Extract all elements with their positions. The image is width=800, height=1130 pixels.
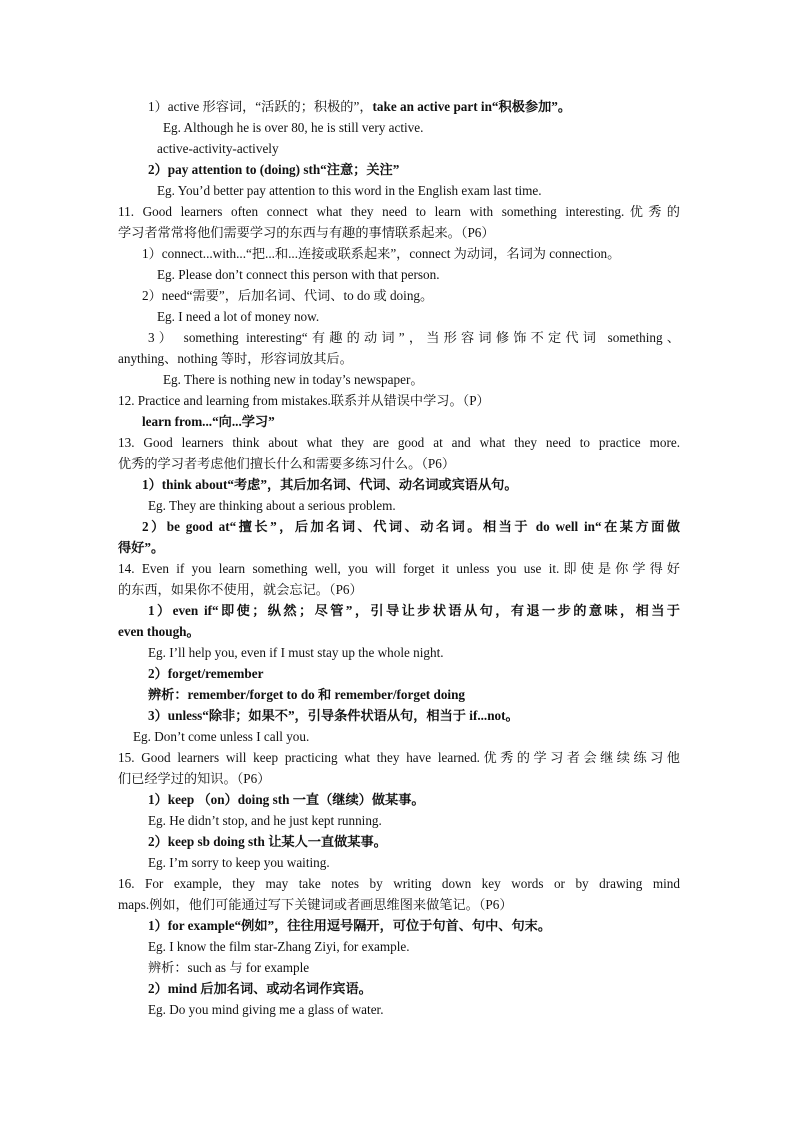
note-learn-from: learn from...“向...学习” [142, 414, 275, 429]
example-line: Eg. There is nothing new in today’s newspaper。 [163, 372, 424, 387]
note-comparison: 辨析：such as 与 for example [148, 960, 310, 975]
example-line: Eg. They are thinking about a serious problem. [148, 498, 396, 513]
note-keep-sb-doing: 2）keep sb doing sth 让某人一直做某事。 [148, 834, 387, 849]
example-line: Eg. Do you mind giving me a glass of water. [148, 1002, 384, 1017]
note-active [148, 97, 680, 117]
example-line: Eg. He didn’t stop, and he just kept running. [148, 813, 382, 828]
example-line: Eg. I need a lot of money now. [157, 309, 320, 324]
sentence-15: 15. Good learners will keep practicing what they have learned.优秀的学习者会继续练习他 [118, 750, 680, 765]
note-something-interesting: 3） something interesting“有趣的动词”，当形容词修饰不定代词 something、 [148, 330, 680, 345]
example-line: Eg. You’d better pay attention to this word in the English exam last time. [157, 183, 542, 198]
note-for-example: 1）for example“例如”，往往用逗号隔开，可位于句首、句中、句末。 [148, 918, 552, 933]
sentence-12: 12. Practice and learning from mistakes.联系并从错误中学习。（P） [118, 393, 490, 408]
note-even-if: 1）even if“即使；纵然；尽管”，引导让步状语从句，有退一步的意味，相当于 [148, 603, 680, 618]
note-be-good-at: 2）be good at“擅长”，后加名词、代词、动名词。相当于 do well in“在某方面做 [142, 519, 680, 534]
sentence-14-translation: 的东西，如果你不使用，就会忘记。（P6） [118, 582, 363, 597]
line-text: 1）active 形容词，“活跃的；积极的”， [148, 99, 373, 114]
note-unless: 3）unless“除非；如果不”，引导条件状语从句，相当于 if...not。 [148, 708, 519, 723]
sentence-11-translation: 学习者常常将他们需要学习的东西与有趣的事情联系起来。（P6） [118, 225, 495, 240]
note-continuation: anything、nothing 等时，形容词放其后。 [118, 351, 353, 366]
note-continuation: 得好”。 [118, 540, 165, 555]
note-connect: 1）connect...with...“把...和...连接或联系起来”，connect 为动词，名词为 connection。 [142, 246, 621, 261]
note-forget-remember: 2）forget/remember [148, 666, 264, 681]
sentence-13: 13. Good learners think about what they are good at and what they need to practice more. [118, 435, 680, 450]
sentence-16: 16. For example, they may take notes by writing down key words or by drawing mind [118, 876, 680, 891]
word-family-line: active-activity-actively [157, 141, 279, 156]
example-line: Eg. Although he is over 80, he is still very active. [163, 120, 424, 135]
note-mind: 2）mind 后加名词、或动名词作宾语。 [148, 981, 372, 996]
note-comparison: 辨析：remember/forget to do 和 remember/forget doing [148, 687, 466, 702]
example-line: Eg. Please don’t connect this person with that person. [157, 267, 440, 282]
example-line: Eg. I’m sorry to keep you waiting. [148, 855, 330, 870]
example-line: Eg. I know the film star-Zhang Ziyi, for example. [148, 939, 410, 954]
example-line: Eg. Don’t come unless I call you. [133, 729, 310, 744]
note-need: 2）need“需要”，后加名词、代词、to do 或 doing。 [142, 288, 434, 303]
note-think-about: 1）think about“考虑”，其后加名词、代词、动名词或宾语从句。 [142, 477, 518, 492]
sentence-15-translation: 们已经学过的知识。（P6） [118, 771, 271, 786]
note-pay-attention: 2）pay attention to (doing) sth“注意；关注” [148, 162, 400, 177]
sentence-14: 14. Even if you learn something well, you will forget it unless you use it.即使是你学得好 [118, 561, 680, 576]
sentence-16-translation: maps.例如，他们可能通过写下关键词或者画思维图来做笔记。（P6） [118, 897, 513, 912]
sentence-13-translation: 优秀的学习者考虑他们擅长什么和需要多练习什么。（P6） [118, 456, 456, 471]
example-line: Eg. I’ll help you, even if I must stay up the whole night. [148, 645, 444, 660]
sentence-11: 11. Good learners often connect what they need to learn with something interesting.优秀的 [118, 204, 680, 219]
line-bold-text: take an active part in“积极参加”。 [372, 99, 572, 114]
note-continuation: even though。 [118, 624, 200, 639]
note-keep-doing: 1）keep （on）doing sth 一直（继续）做某事。 [148, 792, 425, 807]
